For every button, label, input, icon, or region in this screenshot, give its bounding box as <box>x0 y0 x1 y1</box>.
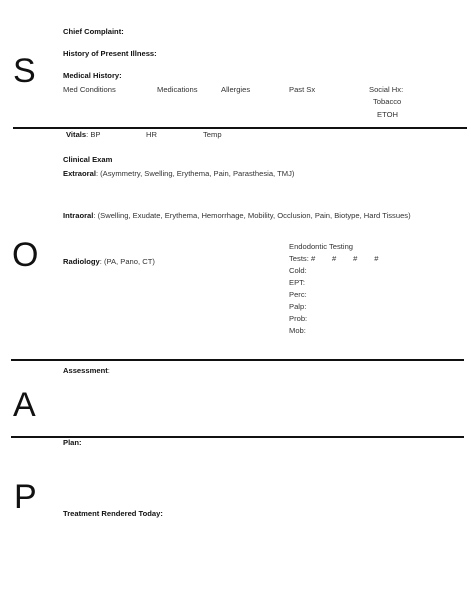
plan-label: Plan: <box>63 438 82 447</box>
vitals-row <box>66 130 100 139</box>
assessment-label: Assessment <box>63 366 108 375</box>
vitals-bp-label: : BP <box>86 130 101 139</box>
allergies-label: Allergies <box>221 85 251 94</box>
endo-cold-label: Cold: <box>289 266 307 275</box>
intraoral-label: Intraoral <box>63 211 94 220</box>
endo-testing-title: Endodontic Testing <box>289 242 354 251</box>
assessment-row <box>63 366 110 375</box>
section-letter-s: S <box>13 52 36 90</box>
endo-palp-label: Palp: <box>289 302 307 311</box>
intraoral-row <box>63 211 411 220</box>
med-conditions-label: Med Conditions <box>63 85 116 94</box>
divider-subjective <box>13 127 467 129</box>
social-hx-label: Social Hx: <box>369 85 404 94</box>
chief-complaint-label: Chief Complaint: <box>63 27 124 36</box>
extraoral-label: Extraoral <box>63 169 96 178</box>
hpi-label: History of Present Illness: <box>63 49 157 58</box>
radiology-label: Radiology <box>63 257 100 266</box>
endo-prob-label: Prob: <box>289 314 308 323</box>
endo-tests-label: Tests: # # # # <box>289 254 379 263</box>
section-letter-p: P <box>14 478 37 516</box>
extraoral-row <box>63 169 294 178</box>
section-letter-a: A <box>13 386 36 424</box>
radiology-detail: : (PA, Pano, CT) <box>99 257 155 266</box>
endo-mob-label: Mob: <box>289 326 306 335</box>
endo-perc-label: Perc: <box>289 290 307 299</box>
clinical-exam-label: Clinical Exam <box>63 155 113 164</box>
past-sx-label: Past Sx <box>289 85 316 94</box>
extraoral-detail: : (Asymmetry, Swelling, Erythema, Pain, Parasthesia, TMJ) <box>95 169 295 178</box>
tobacco-label: Tobacco <box>373 97 402 106</box>
medications-label: Medications <box>157 85 198 94</box>
vitals-label: Vitals <box>66 130 87 139</box>
radiology-row <box>63 257 155 266</box>
hr-label: HR <box>146 130 157 139</box>
medical-history-label: Medical History: <box>63 71 122 80</box>
endo-ept-label: EPT: <box>289 278 306 287</box>
treatment-rendered-label: Treatment Rendered Today: <box>63 509 163 518</box>
temp-label: Temp <box>203 130 222 139</box>
etoh-label: ETOH <box>377 110 398 119</box>
intraoral-detail: : (Swelling, Exudate, Erythema, Hemorrhage, Mobility, Occlusion, Pain, Biotype, Hard Tissues) <box>93 211 411 220</box>
assessment-colon: : <box>107 366 110 375</box>
section-letter-o: O <box>12 236 39 274</box>
divider-objective <box>11 359 464 361</box>
